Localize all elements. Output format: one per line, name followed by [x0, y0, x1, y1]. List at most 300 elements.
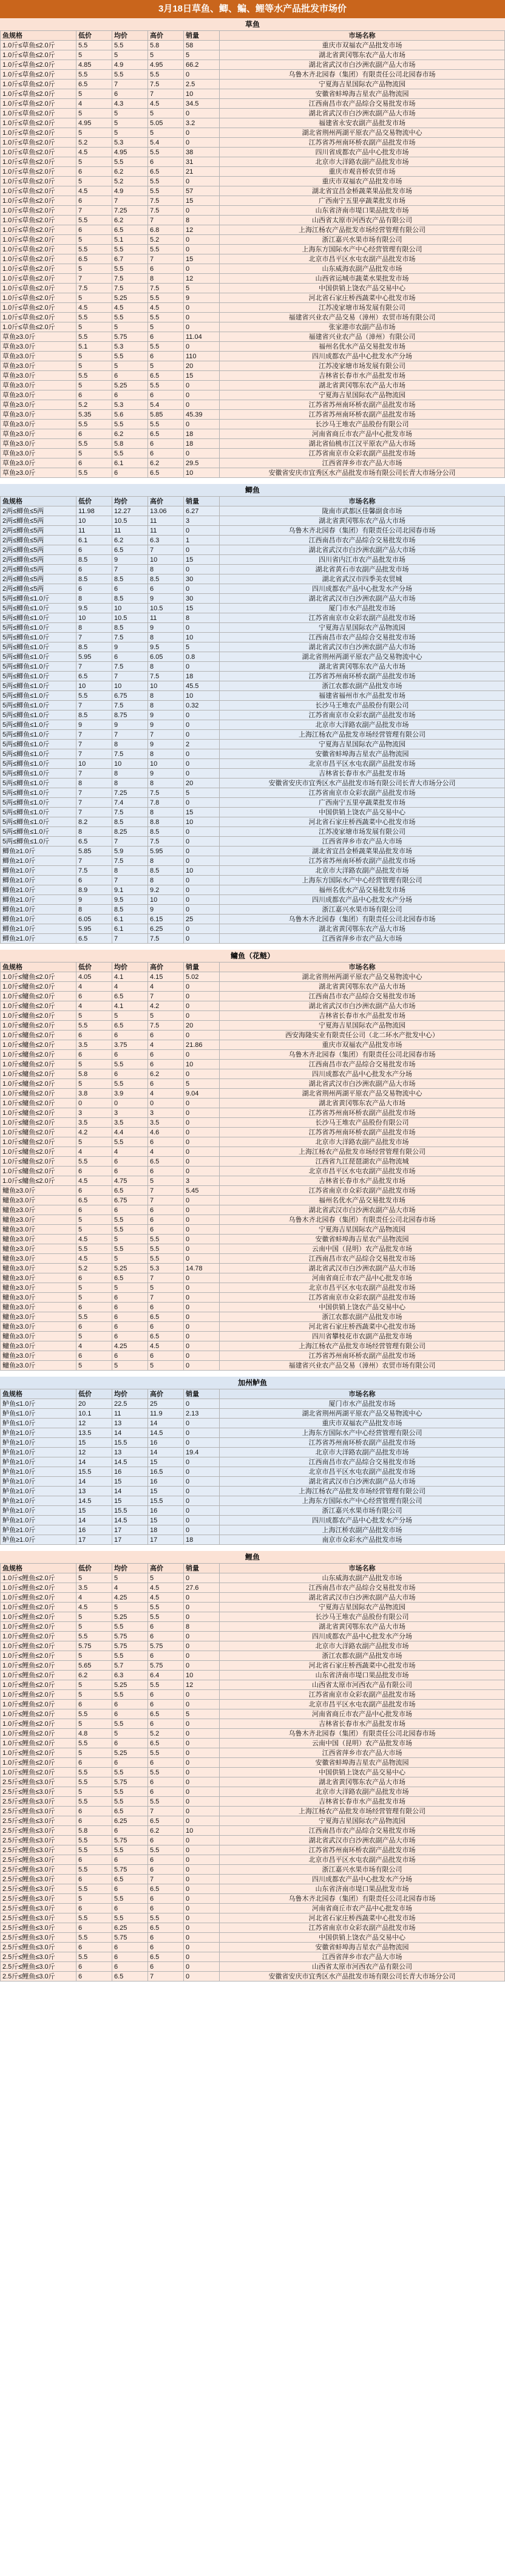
- cell-volume: 0: [184, 1952, 220, 1962]
- table-row: [1, 1215, 505, 1225]
- cell-avg: 13: [112, 1419, 148, 1428]
- cell-volume: 0: [184, 827, 220, 837]
- cell-spec: 1.0斤≤草鱼≤2.0斤: [1, 99, 76, 109]
- cell-avg: 6.5: [112, 1972, 148, 1981]
- cell-high: 5.8: [148, 41, 184, 50]
- table-row: [1, 779, 505, 788]
- cell-low: 5: [76, 1690, 112, 1700]
- cell-market: 上海江杨农产品批发市场经营管理有限公司: [220, 225, 505, 235]
- cell-spec: 鳙鱼≥3.0斤: [1, 1283, 76, 1293]
- cell-volume: 0: [184, 1205, 220, 1215]
- cell-avg: 8.5: [112, 623, 148, 633]
- cell-high: 17: [148, 1535, 184, 1545]
- cell-high: 3: [148, 1108, 184, 1118]
- cell-market: 重庆市双福农产品批发市场: [220, 41, 505, 50]
- cell-low: 5.5: [76, 420, 112, 429]
- cell-volume: 1: [184, 536, 220, 545]
- table-row: [1, 322, 505, 332]
- cell-volume: 5: [184, 1079, 220, 1089]
- cell-avg: 5.5: [112, 1651, 148, 1661]
- cell-market: 湖北省武汉市白沙洲农副产品大市场: [220, 1593, 505, 1603]
- cell-low: 4.5: [76, 148, 112, 157]
- cell-low: 7.5: [76, 866, 112, 876]
- column-header: 低价: [76, 1564, 112, 1573]
- cell-spec: 1.0斤≤鳙鱼≤2.0斤: [1, 1001, 76, 1011]
- cell-market: 江西南昌市农产品综合交易批发市场: [220, 1583, 505, 1593]
- cell-avg: 5: [112, 109, 148, 118]
- cell-market: 浙江农都农副产品批发市场: [220, 1312, 505, 1322]
- table-row: [1, 1632, 505, 1641]
- cell-avg: 5.75: [112, 1933, 148, 1943]
- cell-high: 6.5: [148, 371, 184, 381]
- cell-low: 6: [76, 458, 112, 468]
- cell-market: 四川成都农产品中心批发水产分场: [220, 584, 505, 594]
- cell-market: 安徽省蚌埠海吉星农产品物流园: [220, 1235, 505, 1244]
- cell-low: 5: [76, 89, 112, 99]
- cell-spec: 2两≤鲫鱼≤5两: [1, 526, 76, 536]
- cell-market: 浙江嘉兴水果市场有限公司: [220, 1506, 505, 1516]
- cell-high: 9: [148, 594, 184, 604]
- cell-spec: 2.5斤≤鲤鱼≤3.0斤: [1, 1962, 76, 1972]
- cell-avg: 6: [112, 468, 148, 478]
- cell-volume: 6.27: [184, 506, 220, 516]
- cell-volume: 20: [184, 779, 220, 788]
- cell-low: 6.5: [76, 1196, 112, 1205]
- cell-low: 5.65: [76, 1661, 112, 1671]
- cell-volume: 0: [184, 235, 220, 245]
- cell-low: 5.8: [76, 1826, 112, 1836]
- cell-avg: 7: [112, 876, 148, 885]
- cell-low: 8.9: [76, 885, 112, 895]
- cell-spec: 鲈鱼≤1.0斤: [1, 1409, 76, 1419]
- cell-avg: 5.7: [112, 1661, 148, 1671]
- cell-market: 北京市大洋路农副产品批发市场: [220, 1448, 505, 1457]
- table-row: [1, 924, 505, 934]
- column-header: 鱼规格: [1, 1389, 76, 1399]
- cell-volume: 0: [184, 177, 220, 186]
- cell-spec: 鳙鱼≥3.0斤: [1, 1205, 76, 1215]
- cell-avg: 4.25: [112, 1593, 148, 1603]
- cell-avg: 6.5: [112, 225, 148, 235]
- cell-high: 5.5: [148, 70, 184, 80]
- cell-market: 福州名优水产品交易批发市场: [220, 1196, 505, 1205]
- cell-low: 6: [76, 1807, 112, 1816]
- cell-low: 4.85: [76, 60, 112, 70]
- table-row: [1, 313, 505, 322]
- cell-high: 6.3: [148, 536, 184, 545]
- cell-avg: 4.5: [112, 303, 148, 313]
- cell-avg: 5: [112, 1283, 148, 1293]
- cell-market: 北京市昌平区水屯农副产品批发市场: [220, 759, 505, 769]
- cell-market: 中国供销上饶农产品交易中心: [220, 1303, 505, 1312]
- cell-high: 9: [148, 710, 184, 720]
- cell-avg: 6.5: [112, 1021, 148, 1031]
- cell-market: 北京市昌平区水屯农副产品批发市场: [220, 1855, 505, 1865]
- cell-avg: 4.9: [112, 186, 148, 196]
- cell-volume: 0: [184, 381, 220, 390]
- cell-volume: 0: [184, 1739, 220, 1748]
- cell-market: 江苏省苏州南环桥农副产品批发市场: [220, 138, 505, 148]
- cell-spec: 1.0斤≤鲤鱼≤2.0斤: [1, 1671, 76, 1680]
- cell-volume: 0: [184, 1651, 220, 1661]
- table-row: [1, 866, 505, 876]
- cell-volume: 34.5: [184, 99, 220, 109]
- cell-spec: 草鱼≥3.0斤: [1, 352, 76, 361]
- cell-market: 江苏省苏州南环桥农副产品批发市场: [220, 1845, 505, 1855]
- table-row: [1, 545, 505, 555]
- cell-market: 湖北省黄石市农副产品批发市场: [220, 565, 505, 574]
- cell-high: 7: [148, 1875, 184, 1884]
- cell-volume: 0: [184, 565, 220, 574]
- cell-market: 浙江嘉兴水果市场有限公司: [220, 905, 505, 915]
- cell-volume: 0: [184, 1283, 220, 1293]
- table-row: [1, 1040, 505, 1050]
- cell-volume: 0: [184, 798, 220, 808]
- cell-spec: 1.0斤≤鳙鱼≤2.0斤: [1, 1157, 76, 1167]
- cell-low: 5.5: [76, 1632, 112, 1641]
- cell-high: 10: [148, 681, 184, 691]
- cell-avg: 5.25: [112, 1264, 148, 1273]
- cell-avg: 10.5: [112, 613, 148, 623]
- cell-volume: 0: [184, 138, 220, 148]
- cell-high: 6.5: [148, 1923, 184, 1933]
- cell-high: 4.5: [148, 99, 184, 109]
- cell-high: 7.8: [148, 798, 184, 808]
- cell-market: 江西省萍乡市农产品大市场: [220, 934, 505, 944]
- table-row: [1, 662, 505, 672]
- table-row: [1, 245, 505, 254]
- cell-avg: 5.25: [112, 381, 148, 390]
- cell-spec: 鲈鱼≥1.0斤: [1, 1428, 76, 1438]
- cell-high: 5: [148, 322, 184, 332]
- table-row: [1, 206, 505, 216]
- cell-low: 5: [76, 1225, 112, 1235]
- cell-low: 4: [76, 1001, 112, 1011]
- table-row: [1, 749, 505, 759]
- cell-spec: 1.0斤≤草鱼≤2.0斤: [1, 186, 76, 196]
- table-row: [1, 1196, 505, 1205]
- cell-avg: 6.5: [112, 992, 148, 1001]
- table-row: [1, 50, 505, 60]
- cell-market: 宁夏海吉星国际农产品物流园: [220, 1021, 505, 1031]
- cell-volume: 0: [184, 245, 220, 254]
- cell-spec: 1.0斤≤草鱼≤2.0斤: [1, 89, 76, 99]
- cell-low: 14: [76, 1477, 112, 1487]
- cell-avg: 6: [112, 1758, 148, 1768]
- cell-spec: 1.0斤≤草鱼≤2.0斤: [1, 128, 76, 138]
- cell-spec: 2.5斤≤鲤鱼≤3.0斤: [1, 1836, 76, 1845]
- cell-high: 4: [148, 982, 184, 992]
- table-row: [1, 788, 505, 798]
- cell-low: 5.85: [76, 847, 112, 856]
- cell-avg: 5.75: [112, 1865, 148, 1875]
- cell-volume: 0: [184, 759, 220, 769]
- cell-volume: 0: [184, 1457, 220, 1467]
- cell-low: 5.5: [76, 1933, 112, 1943]
- cell-spec: 1.0斤≤鳙鱼≤2.0斤: [1, 1167, 76, 1176]
- cell-avg: 5.5: [112, 1913, 148, 1923]
- cell-avg: 5.3: [112, 400, 148, 410]
- table-row: [1, 759, 505, 769]
- table-row: [1, 1845, 505, 1855]
- cell-low: 5.5: [76, 1865, 112, 1875]
- table-row: [1, 642, 505, 652]
- cell-avg: 5.5: [112, 1079, 148, 1089]
- cell-avg: 3.5: [112, 1118, 148, 1128]
- cell-market: 中国供销上饶农产品交易中心: [220, 1768, 505, 1777]
- cell-market: 湖北省黄冈鄂东农产品大市场: [220, 1777, 505, 1787]
- cell-market: 乌鲁木齐北园春（集团）有限责任公司北园春市场: [220, 70, 505, 80]
- cell-market: 江西省九江琵琶湖农产品物流城: [220, 1157, 505, 1167]
- cell-high: 5: [148, 1573, 184, 1583]
- cell-low: 8.5: [76, 642, 112, 652]
- column-header: 低价: [76, 1389, 112, 1399]
- cell-low: 5: [76, 1680, 112, 1690]
- cell-volume: 0: [184, 730, 220, 740]
- cell-spec: 5两≤鲫鱼≤1.0斤: [1, 623, 76, 633]
- cell-high: 9.2: [148, 885, 184, 895]
- cell-avg: 5: [112, 361, 148, 371]
- cell-high: 5.4: [148, 400, 184, 410]
- cell-avg: 5.5: [112, 420, 148, 429]
- cell-low: 5: [76, 1894, 112, 1904]
- cell-volume: 0: [184, 303, 220, 313]
- section-gap: [0, 1371, 505, 1377]
- table-row: [1, 196, 505, 206]
- cell-high: 5.85: [148, 410, 184, 420]
- cell-low: 5.2: [76, 1264, 112, 1273]
- cell-low: 16: [76, 1525, 112, 1535]
- cell-low: 5: [76, 352, 112, 361]
- cell-low: 5: [76, 1719, 112, 1729]
- cell-low: 5: [76, 1215, 112, 1225]
- cell-high: 7: [148, 1293, 184, 1303]
- cell-volume: 0: [184, 1855, 220, 1865]
- cell-spec: 5两≤鲫鱼≤1.0斤: [1, 749, 76, 759]
- column-header: 市场名称: [220, 497, 505, 506]
- cell-low: 5: [76, 1293, 112, 1303]
- cell-volume: 45.39: [184, 410, 220, 420]
- cell-avg: 4.9: [112, 60, 148, 70]
- cell-avg: 5.5: [112, 1244, 148, 1254]
- cell-volume: 0: [184, 128, 220, 138]
- cell-avg: 5.25: [112, 1680, 148, 1690]
- cell-high: 9: [148, 905, 184, 915]
- cell-volume: 0: [184, 1641, 220, 1651]
- cell-avg: 12.27: [112, 506, 148, 516]
- cell-market: 湖北省黄冈鄂东农产品大市场: [220, 982, 505, 992]
- cell-spec: 1.0斤≤鳙鱼≤2.0斤: [1, 992, 76, 1001]
- cell-market: 湖北省武汉市白沙洲农副产品大市场: [220, 545, 505, 555]
- cell-spec: 2.5斤≤鲤鱼≤3.0斤: [1, 1933, 76, 1943]
- cell-volume: 15: [184, 371, 220, 381]
- cell-volume: 0: [184, 992, 220, 1001]
- cell-volume: 0: [184, 1399, 220, 1409]
- cell-volume: 0: [184, 1118, 220, 1128]
- cell-high: 15: [148, 1516, 184, 1525]
- cell-volume: 2.13: [184, 1409, 220, 1419]
- table-row: [1, 847, 505, 856]
- cell-volume: 0: [184, 584, 220, 594]
- cell-avg: 7.5: [112, 701, 148, 710]
- section-title: 加州鲈鱼: [0, 1377, 505, 1389]
- cell-volume: 0: [184, 1777, 220, 1787]
- table-row: [1, 60, 505, 70]
- cell-low: 5: [76, 1748, 112, 1758]
- cell-avg: 15.5: [112, 1506, 148, 1516]
- cell-high: 16: [148, 1506, 184, 1516]
- cell-low: 6: [76, 167, 112, 177]
- cell-high: 6: [148, 264, 184, 274]
- cell-volume: 0: [184, 1768, 220, 1777]
- cell-spec: 草鱼≥3.0斤: [1, 371, 76, 381]
- cell-low: 6: [76, 876, 112, 885]
- cell-low: 8: [76, 594, 112, 604]
- cell-avg: 7.5: [112, 662, 148, 672]
- cell-low: 6: [76, 1875, 112, 1884]
- cell-market: 湖北省武汉市白沙洲农副产品大市场: [220, 109, 505, 118]
- cell-low: 14.5: [76, 1496, 112, 1506]
- cell-low: 5.95: [76, 924, 112, 934]
- cell-market: 江苏省南京市众彩农副产品批发市场: [220, 710, 505, 720]
- cell-low: 6.5: [76, 934, 112, 944]
- cell-volume: 0: [184, 1593, 220, 1603]
- cell-low: 10: [76, 681, 112, 691]
- table-row: [1, 856, 505, 866]
- cell-high: 6.5: [148, 429, 184, 439]
- cell-low: 9: [76, 895, 112, 905]
- cell-spec: 5两≤鲫鱼≤1.0斤: [1, 740, 76, 749]
- cell-volume: 0: [184, 526, 220, 536]
- cell-volume: 0: [184, 982, 220, 992]
- cell-avg: 9.5: [112, 895, 148, 905]
- cell-market: 江西南昌市农产品综合交易批发市场: [220, 992, 505, 1001]
- cell-market: 四川成都农产品中心批发水产分场: [220, 1069, 505, 1079]
- cell-high: 6: [148, 439, 184, 449]
- cell-low: 7: [76, 788, 112, 798]
- cell-high: 5.2: [148, 1729, 184, 1739]
- cell-low: 14: [76, 1457, 112, 1467]
- cell-high: 4.5: [148, 303, 184, 313]
- column-header: 高价: [148, 1564, 184, 1573]
- cell-market: 宁夏海吉星国际农产品物流园: [220, 1225, 505, 1235]
- cell-volume: 0: [184, 1147, 220, 1157]
- cell-spec: 1.0斤≤鲤鱼≤2.0斤: [1, 1748, 76, 1758]
- cell-volume: 9: [184, 293, 220, 303]
- cell-high: 6.4: [148, 1671, 184, 1680]
- cell-spec: 2两≤鲫鱼≤5两: [1, 536, 76, 545]
- table-row: [1, 1516, 505, 1525]
- cell-low: 0: [76, 1099, 112, 1108]
- cell-market: 长沙马王堆农产品股份有限公司: [220, 1118, 505, 1128]
- cell-high: 5.5: [148, 1680, 184, 1690]
- cell-avg: 7.25: [112, 206, 148, 216]
- table-row: [1, 827, 505, 837]
- cell-avg: 4.75: [112, 1176, 148, 1186]
- cell-market: 湖北省荆州两湖平原农产品交易物流中心: [220, 1089, 505, 1099]
- cell-spec: 1.0斤≤鳙鱼≤2.0斤: [1, 1050, 76, 1060]
- cell-market: 宁夏海吉星国际农产品物流园: [220, 390, 505, 400]
- cell-volume: 0: [184, 1516, 220, 1525]
- cell-volume: 10: [184, 1671, 220, 1680]
- cell-spec: 鳙鱼≥3.0斤: [1, 1244, 76, 1254]
- table-row: [1, 1943, 505, 1952]
- cell-market: 江苏省南京市众彩农副产品批发市场: [220, 1690, 505, 1700]
- cell-high: 6.5: [148, 468, 184, 478]
- cell-spec: 鳙鱼≥3.0斤: [1, 1215, 76, 1225]
- cell-avg: 4: [112, 1583, 148, 1593]
- cell-market: 上海江杨农产品批发市场经营管理有限公司: [220, 1487, 505, 1496]
- cell-low: 6: [76, 1962, 112, 1972]
- cell-avg: 6: [112, 89, 148, 99]
- column-header: 销量: [184, 497, 220, 506]
- cell-volume: 0: [184, 1099, 220, 1108]
- cell-avg: 5.9: [112, 847, 148, 856]
- cell-volume: 10: [184, 468, 220, 478]
- table-row: [1, 1011, 505, 1021]
- cell-low: 5: [76, 1079, 112, 1089]
- cell-volume: 0: [184, 1632, 220, 1641]
- cell-spec: 鳙鱼≥3.0斤: [1, 1341, 76, 1351]
- table-row: [1, 905, 505, 915]
- cell-high: 4.15: [148, 972, 184, 982]
- cell-low: 6.1: [76, 536, 112, 545]
- cell-spec: 5两≤鲫鱼≤1.0斤: [1, 720, 76, 730]
- cell-spec: 鲫鱼≥1.0斤: [1, 856, 76, 866]
- cell-high: 6: [148, 1700, 184, 1709]
- table-row: [1, 70, 505, 80]
- cell-volume: 0: [184, 1215, 220, 1225]
- cell-avg: 5.5: [112, 1768, 148, 1777]
- cell-market: 上海东方国际水产中心经营管理有限公司: [220, 245, 505, 254]
- cell-high: 6: [148, 1904, 184, 1913]
- cell-avg: 6.1: [112, 915, 148, 924]
- cell-avg: 8: [112, 779, 148, 788]
- column-header: 高价: [148, 1389, 184, 1399]
- cell-volume: 0: [184, 1836, 220, 1845]
- cell-low: 5.5: [76, 1952, 112, 1962]
- cell-avg: 6: [112, 390, 148, 400]
- section-title: 鲤鱼: [0, 1551, 505, 1563]
- cell-market: 上海东方国际水产中心经营管理有限公司: [220, 876, 505, 885]
- cell-market: 北京市昌平区水屯农副产品批发市场: [220, 1700, 505, 1709]
- cell-volume: 0: [184, 400, 220, 410]
- cell-avg: 10.5: [112, 516, 148, 526]
- cell-high: 9: [148, 740, 184, 749]
- cell-volume: 18: [184, 439, 220, 449]
- cell-high: 5.5: [148, 1913, 184, 1923]
- cell-market: 湖北省荆州两湖平原农产品交易物流中心: [220, 652, 505, 662]
- cell-high: 5.75: [148, 1661, 184, 1671]
- cell-market: 山东威海农副产品批发市场: [220, 1573, 505, 1583]
- cell-high: 4.5: [148, 1583, 184, 1593]
- cell-low: 5.5: [76, 1836, 112, 1845]
- cell-high: 11.9: [148, 1409, 184, 1419]
- cell-volume: 0: [184, 1322, 220, 1332]
- cell-spec: 1.0斤≤草鱼≤2.0斤: [1, 216, 76, 225]
- table-row: [1, 390, 505, 400]
- table-header-row: [1, 497, 505, 506]
- cell-low: 7: [76, 662, 112, 672]
- cell-spec: 草鱼≥3.0斤: [1, 342, 76, 352]
- cell-volume: 0.8: [184, 652, 220, 662]
- table-row: [1, 439, 505, 449]
- cell-avg: 6: [112, 1700, 148, 1709]
- cell-volume: 10: [184, 817, 220, 827]
- cell-market: 湖北省武汉市白沙洲农副产品大市场: [220, 1836, 505, 1845]
- cell-market: 宁夏海吉星国际农产品物流园: [220, 80, 505, 89]
- cell-low: 7: [76, 769, 112, 779]
